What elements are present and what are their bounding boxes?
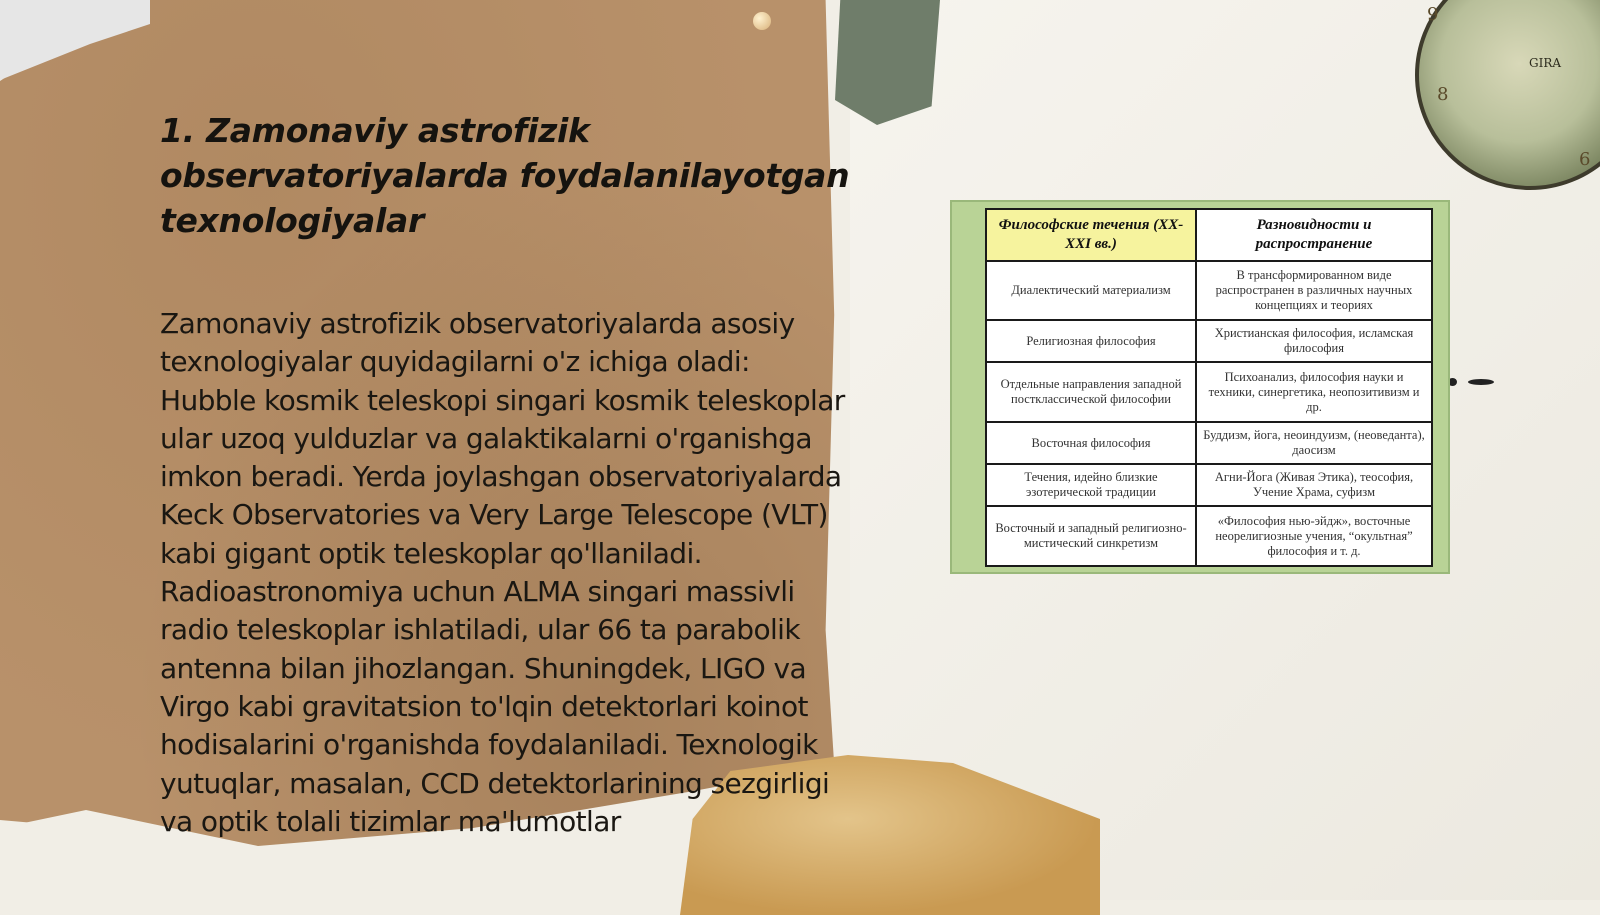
table-row (986, 261, 1432, 321)
slide-title: 1. Zamonaviy astrofizik observatoriyalarda foydalanilayotgan texnologiyalar (160, 111, 850, 240)
table-cell: Восточная философия (986, 422, 1196, 464)
green-tape-decoration (835, 0, 940, 125)
table-cell: Агни-Йога (Живая Этика), теософия, Учение Храма, суфизм (1196, 464, 1432, 506)
pin-icon (753, 12, 771, 30)
table-row (986, 464, 1432, 506)
slide-body-text: Zamonaviy astrofizik observatoriyalarda asosiy texnologiyalar quyidagilarni o'z ichiga oladi: Hubble kosmik teleskopi singari kosmik teleskoplar ular uzoq yulduzlar va galaktikalarni o'rganishga imkon beradi. Yerda joylashgan observatoriyalarda Keck Observatories va Very Large Telescope (VLT) kabi gigant optik teleskoplar qo'llaniladi. Radioastronomiya uchun ALMA singari massivli radio teleskoplar ishlatiladi, ular 66 ta parabolik antenna bilan jihozlangan. Shuningdek, LIGO va Virgo kabi gravitatsion to'lqin detektorlari koinot hodisalarini o'rganishda foydalaniladi. Texnologik yutuqlar, masalan, CCD detektorlarining sezgirligi va optik tolali tizimlar ma'lumotlar (160, 307, 845, 838)
table-row (986, 506, 1432, 566)
table-row (986, 422, 1432, 464)
table-row (986, 320, 1432, 362)
table-cell: Восточный и западный религиозно-мистический синкретизм (986, 506, 1196, 566)
clock-label: GIRA (1529, 56, 1562, 70)
table-cell: Психоанализ, философия науки и техники, синергетика, неопозитивизм и др. (1196, 362, 1432, 422)
table-header-cell: Разновидности и распространение (1196, 209, 1432, 261)
clock-numeral: 6 (1579, 149, 1591, 170)
clock-numeral: 8 (1437, 84, 1449, 105)
table-cell: В трансформированном виде распространен в различных научных концепциях и теориях (1196, 261, 1432, 321)
philosophy-table (985, 208, 1433, 567)
table-cell: «Философия нью-эйдж», восточные неорелигиозные учения, “окультная” философия и т. д. (1196, 506, 1432, 566)
ink-mark-decoration (1448, 378, 1498, 386)
table-row (986, 362, 1432, 422)
table-cell: Христианская философия, исламская философия (1196, 320, 1432, 362)
table-header-row (986, 209, 1432, 261)
table-cell: Отдельные направления западной постклассической философии (986, 362, 1196, 422)
table-cell: Течения, идейно близкие эзотерической традиции (986, 464, 1196, 506)
table-cell: Буддизм, йога, неоиндуизм, (неоведанта), даосизм (1196, 422, 1432, 464)
table-header-cell: Философские течения (XX-XXI вв.) (986, 209, 1196, 261)
table-cell: Диалектический материализм (986, 261, 1196, 321)
clock-numeral: 9 (1427, 4, 1439, 25)
table-cell: Религиозная философия (986, 320, 1196, 362)
